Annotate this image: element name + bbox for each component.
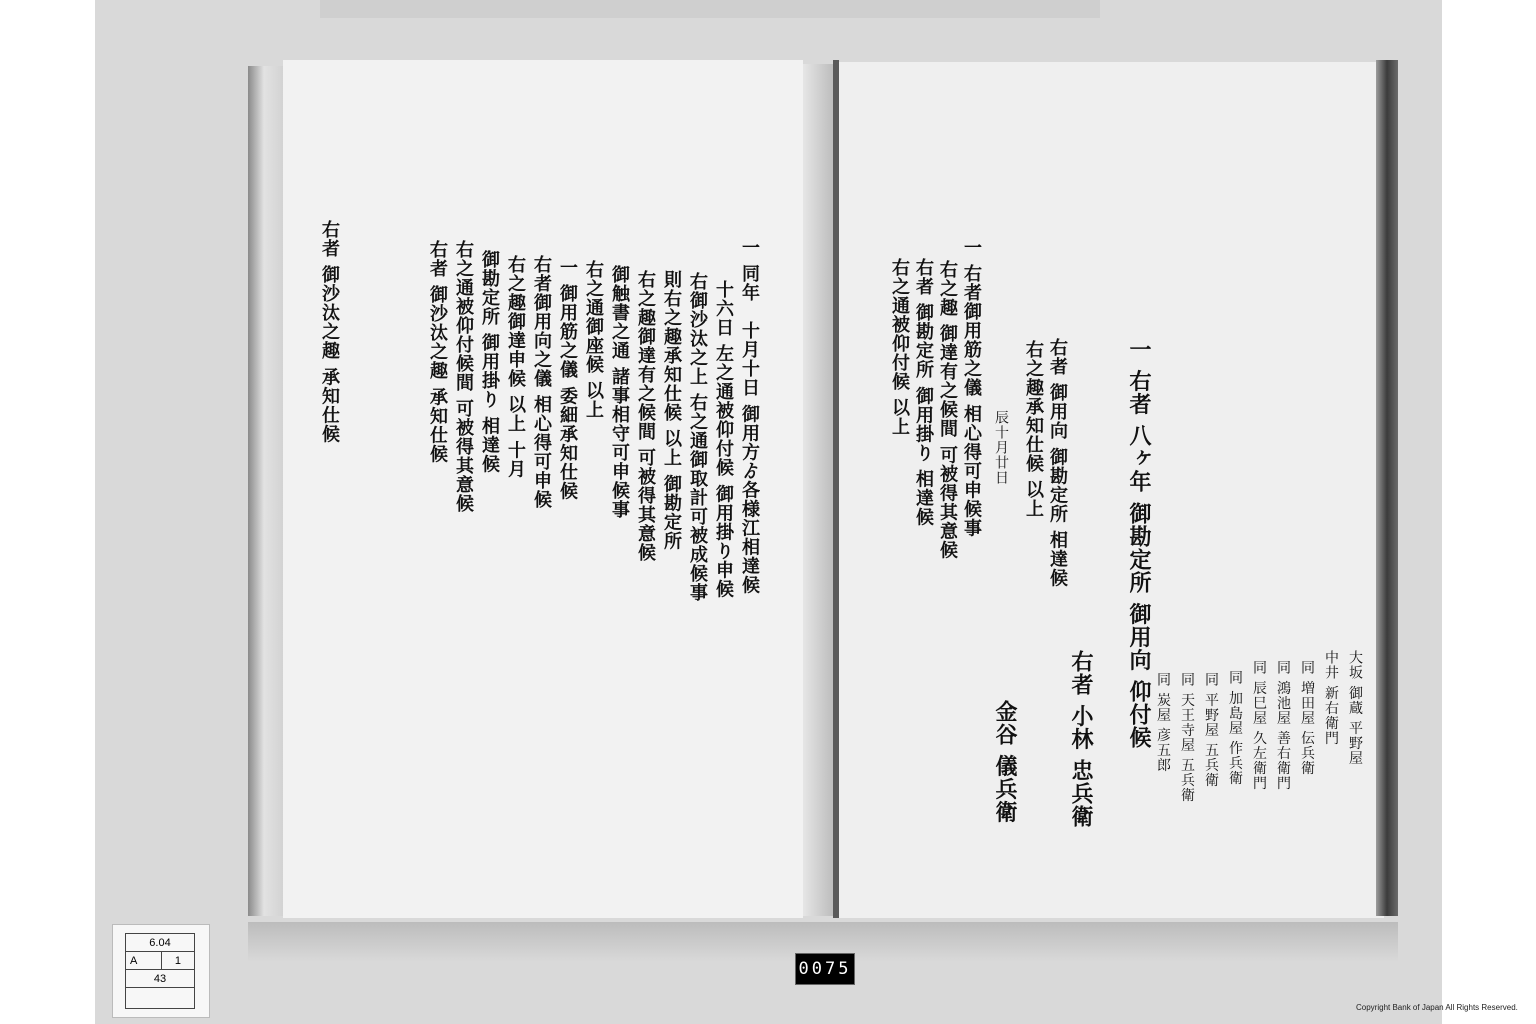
left-column-9: 右者御用向之儀 相心得可申候: [531, 255, 552, 510]
left-column-4: 則右之趣承知仕候 以上 御勘定所: [661, 270, 682, 551]
name-8: 同 天王寺屋 五兵衛: [1179, 672, 1195, 803]
left-column-2: 十六日 左之通被仰付候 御用掛り申候: [713, 280, 734, 599]
right-sub-column-2: 右之趣承知仕候 以上: [1023, 340, 1044, 519]
left-column-11: 御勘定所 御用掛り 相達候: [479, 250, 500, 474]
right-sub-column-1: 右者 御用向 御勘定所 相達候: [1047, 338, 1068, 588]
left-column-13: 右者 御沙汰之趣 承知仕候: [427, 240, 448, 464]
catalog-row-1: 6.04: [126, 934, 195, 952]
copyright-text: Copyright Bank of Japan All Rights Reserved.: [1356, 1003, 1518, 1012]
name-2: 中井 新右衛門: [1323, 650, 1339, 746]
left-column-5: 右之趣御達有之候間 可被得其意候: [635, 270, 656, 563]
left-column-6: 御触書之通 諸事相守可申候事: [609, 265, 630, 520]
name-6: 同 加島屋 作兵衛: [1227, 670, 1243, 786]
right-spine: [1376, 60, 1398, 916]
author: 金谷 儀兵衛: [992, 700, 1018, 824]
left-column-1: 一 同年 十月十日 御用方ゟ各様江相達候: [739, 238, 760, 595]
left-column-12: 右之通被仰付候間 可被得其意候: [453, 240, 474, 514]
left-page-edge: [803, 64, 833, 916]
name-4: 同 鴻池屋 善右衛門: [1275, 660, 1291, 791]
signature: 右者 小林 忠兵衛: [1068, 650, 1094, 829]
right-column-4: 右之通被仰付候 以上: [889, 258, 910, 437]
date-note: 辰十月廿日: [993, 410, 1009, 485]
name-9: 同 炭屋 彦五郎: [1155, 672, 1171, 773]
catalog-row-4: [126, 988, 195, 1009]
name-5: 同 辰巳屋 久左衛門: [1251, 660, 1267, 791]
left-column-10: 右之趣御達申候 以上 十月: [505, 255, 526, 479]
catalog-row-2-b: 1: [161, 952, 194, 970]
top-strip: [320, 0, 1100, 18]
catalog-table: [125, 933, 195, 1009]
left-spine: [248, 66, 288, 916]
right-column-3: 右者 御勘定所 御用掛り 相達候: [913, 258, 934, 527]
right-heading: 一 右者 八ヶ年 御勘定所 御用向 仰付候: [1126, 338, 1152, 750]
name-3: 同 増田屋 伝兵衛: [1299, 660, 1315, 776]
name-1: 大坂 御蔵 平野屋: [1347, 650, 1363, 766]
right-column-1: 一 右者御用筋之儀 相心得可申候事: [961, 238, 982, 538]
catalog-row-2-a: A: [126, 952, 162, 970]
left-column-8: 一 御用筋之儀 委細承知仕候: [557, 258, 578, 501]
left-column-7: 右之通御座候 以上: [583, 260, 604, 420]
catalog-label: [112, 924, 210, 1018]
right-column-2: 右之趣 御達有之候間 可被得其意候: [937, 260, 958, 560]
left-column-3: 右御沙汰之上 右之通御取計可被成候事: [687, 272, 708, 603]
frame-number: 0075: [795, 953, 855, 985]
left-column-14: 右者 御沙汰之趣 承知仕候: [319, 220, 340, 444]
name-7: 同 平野屋 五兵衛: [1203, 672, 1219, 788]
catalog-row-3: 43: [126, 970, 195, 988]
open-book: [248, 60, 1398, 922]
